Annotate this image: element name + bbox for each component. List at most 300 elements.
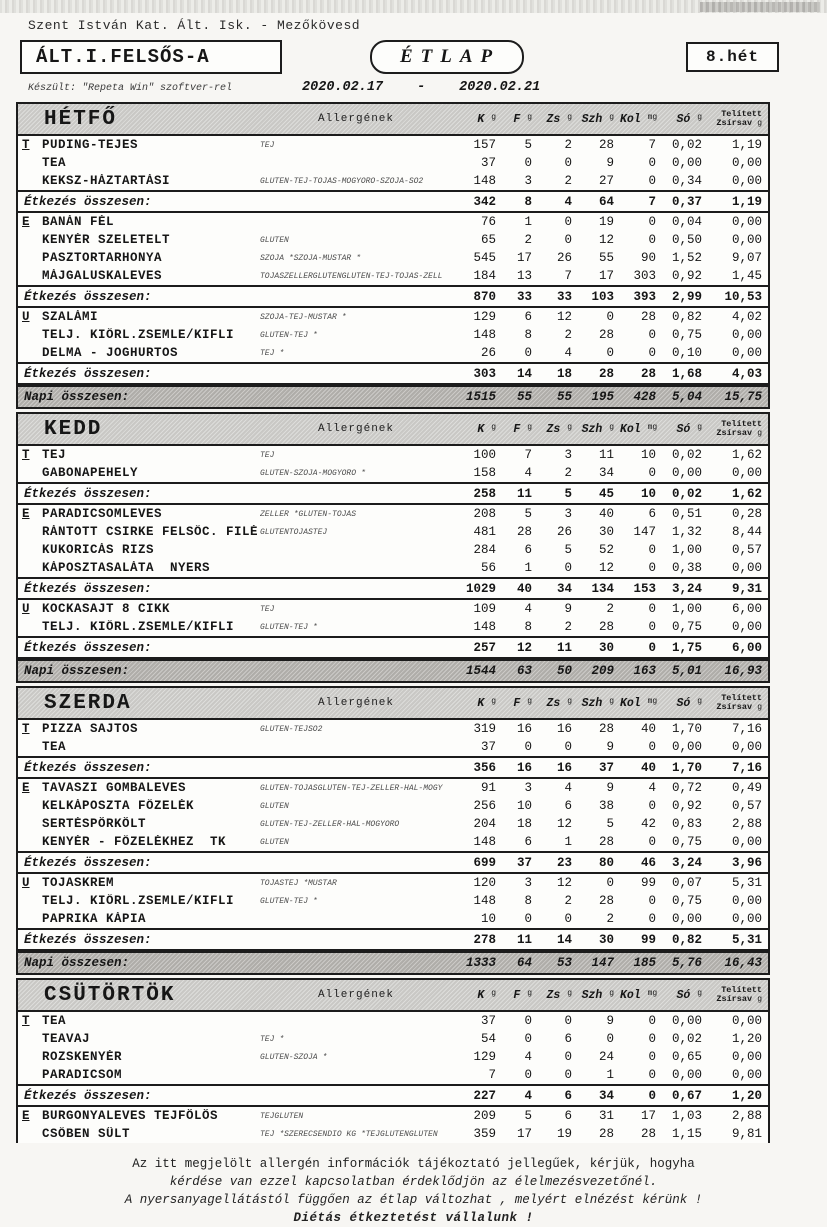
nutrient-value-telített: 10,53 bbox=[724, 289, 762, 304]
nutrient-value-só: 0,82 bbox=[671, 310, 702, 324]
nutrient-value-kol: 0 bbox=[648, 799, 656, 813]
nutrient-value-telített: 0,00 bbox=[731, 740, 762, 754]
nutrient-value-kol: 0 bbox=[648, 215, 656, 229]
nutrient-unit: g bbox=[609, 422, 614, 432]
nutrient-value-só: 0,00 bbox=[671, 466, 702, 480]
menu-item-name: TEA bbox=[42, 740, 67, 754]
nutrient-column-header: Só $^g$ bbox=[676, 422, 702, 436]
nutrient-value-zs: 5 bbox=[564, 543, 572, 557]
menu-item-allergens: GLUTÉNTOJÁSTEJ bbox=[260, 527, 328, 537]
nutrient-unit: g bbox=[697, 112, 702, 122]
day-header bbox=[16, 102, 770, 136]
menu-item-row bbox=[18, 523, 768, 541]
nutrient-value-zs: 12 bbox=[556, 876, 572, 890]
nutrient-value-kol: 99 bbox=[640, 876, 656, 890]
nutrient-value-f: 5 bbox=[524, 1109, 532, 1123]
footer-notes bbox=[0, 1155, 827, 1227]
nutrient-value-só: 0,07 bbox=[671, 876, 702, 890]
nutrient-value-szh: 30 bbox=[598, 932, 614, 947]
nutrient-value-k: 148 bbox=[473, 174, 496, 188]
nutrient-value-zs: 6 bbox=[564, 1032, 572, 1046]
meal-rows bbox=[16, 1012, 770, 1084]
nutrient-value-szh: 147 bbox=[591, 956, 614, 970]
nutrient-column-header: K $^g$ bbox=[477, 422, 496, 436]
nutrient-value-f: 8 bbox=[524, 894, 532, 908]
day-name: SZERDA bbox=[44, 691, 132, 715]
nutrient-value-f: 37 bbox=[516, 855, 532, 870]
nutrient-value-só: 0,92 bbox=[671, 799, 702, 813]
nutrient-value-telített: 0,57 bbox=[731, 799, 762, 813]
nutrient-value-kol: 4 bbox=[648, 781, 656, 795]
nutrient-unit: g bbox=[491, 696, 496, 706]
nutrient-value-k: 76 bbox=[480, 215, 496, 229]
meal-rows bbox=[16, 600, 770, 636]
nutrient-value-szh: 9 bbox=[606, 740, 614, 754]
menu-item-name: KÁPOSZTASALÁTA NYERS bbox=[42, 561, 211, 575]
nutrient-value-k: 227 bbox=[473, 1088, 496, 1103]
nutrient-value-telített: 0,00 bbox=[731, 233, 762, 247]
nutrient-value-telített: 0,00 bbox=[731, 156, 762, 170]
nutrient-value-só: 0,00 bbox=[671, 912, 702, 926]
nutrient-value-só: 0,02 bbox=[671, 486, 702, 501]
date-separator: - bbox=[417, 80, 426, 95]
day-total-row bbox=[16, 385, 770, 409]
nutrient-value-szh: 28 bbox=[598, 894, 614, 908]
nutrient-value-kol: 0 bbox=[648, 1068, 656, 1082]
nutrient-value-k: 278 bbox=[473, 932, 496, 947]
nutrient-value-zs: 2 bbox=[564, 328, 572, 342]
nutrient-value-szh: 27 bbox=[598, 174, 614, 188]
nutrient-column-header: Kol $^{mg}$ bbox=[620, 988, 658, 1002]
nutrient-column-header: Só $^g$ bbox=[676, 696, 702, 710]
nutrient-value-só: 0,65 bbox=[671, 1050, 702, 1064]
menu-item-row bbox=[18, 1107, 768, 1125]
day-header bbox=[16, 686, 770, 720]
nutrient-unit: mg bbox=[647, 696, 658, 706]
menu-item-row bbox=[18, 1048, 768, 1066]
nutrient-value-zs: 7 bbox=[564, 269, 572, 283]
nutrient-unit: g bbox=[609, 112, 614, 122]
nutrient-value-telített: 6,00 bbox=[731, 640, 762, 655]
nutrient-value-szh: 1 bbox=[606, 1068, 614, 1082]
allergens-column-header: Allergének bbox=[317, 113, 394, 125]
nutrient-column-header: Zs $^g$ bbox=[546, 112, 572, 126]
nutrient-value-kol: 0 bbox=[648, 466, 656, 480]
menu-item-row bbox=[18, 344, 768, 362]
nutrient-value-zs: 33 bbox=[556, 289, 572, 304]
menu-item-name: KOCKASAJT 8 CIKK bbox=[42, 602, 171, 616]
nutrient-value-k: 209 bbox=[473, 1109, 496, 1123]
nutrient-value-f: 4 bbox=[524, 466, 532, 480]
nutrient-value-zs: 0 bbox=[564, 1050, 572, 1064]
nutrient-column-header: Kol $^{mg}$ bbox=[620, 112, 658, 126]
nutrient-value-k: 184 bbox=[473, 269, 496, 283]
menu-item-row bbox=[18, 213, 768, 231]
nutrient-value-f: 6 bbox=[524, 310, 532, 324]
nutrient-column-header bbox=[708, 694, 768, 712]
nutrient-value-telített: 8,44 bbox=[731, 525, 762, 539]
nutrient-unit: g bbox=[697, 696, 702, 706]
nutrient-column-header bbox=[708, 420, 768, 438]
nutrient-value-telített: 1,62 bbox=[731, 486, 762, 501]
nutrient-value-só: 0,00 bbox=[671, 1068, 702, 1082]
nutrient-value-telített: 2,88 bbox=[731, 817, 762, 831]
nutrient-value-kol: 0 bbox=[648, 1050, 656, 1064]
nutrient-value-f: 2 bbox=[524, 233, 532, 247]
menu-item-name: TELJ. KIŐRL.ZSEMLE/KIFLI bbox=[42, 894, 235, 908]
nutrient-value-szh: 55 bbox=[598, 251, 614, 265]
nutrient-value-zs: 50 bbox=[556, 664, 572, 678]
nutrient-column-header: Kol $^{mg}$ bbox=[620, 696, 658, 710]
menu-item-row bbox=[18, 720, 768, 738]
nutrient-value-k: 65 bbox=[480, 233, 496, 247]
meal-total-label: Étkezés összesen: bbox=[24, 289, 152, 304]
menu-item-allergens: GLUTÉN bbox=[260, 801, 289, 811]
day-name: CSÜTÖRTÖK bbox=[44, 983, 176, 1007]
nutrient-unit: g bbox=[567, 422, 572, 432]
menu-item-row bbox=[18, 231, 768, 249]
nutrient-value-telített: 0,00 bbox=[731, 466, 762, 480]
nutrient-value-szh: 0 bbox=[606, 876, 614, 890]
nutrient-value-f: 1 bbox=[524, 215, 532, 229]
nutrient-unit: g bbox=[567, 112, 572, 122]
date-from: 2020.02.17 bbox=[302, 80, 384, 95]
nutrient-column-header: Szh $^g$ bbox=[581, 112, 614, 126]
nutrient-value-kol: 0 bbox=[648, 894, 656, 908]
header-boxes bbox=[20, 39, 807, 75]
nutrient-value-zs: 12 bbox=[556, 310, 572, 324]
nutrient-value-szh: 195 bbox=[591, 390, 614, 404]
nutrient-header-line1: Telített bbox=[721, 419, 762, 429]
menu-item-allergens: TOJÁSTEJ *MUSTÁR bbox=[260, 878, 337, 888]
nutrient-value-zs: 3 bbox=[564, 448, 572, 462]
nutrient-column-header: Szh $^g$ bbox=[581, 988, 614, 1002]
nutrient-value-telített: 0,28 bbox=[731, 507, 762, 521]
nutrient-value-kol: 7 bbox=[648, 138, 656, 152]
day-section-hétfő bbox=[16, 102, 770, 409]
nutrient-value-k: 37 bbox=[480, 156, 496, 170]
meal-marker: T bbox=[22, 722, 30, 736]
meal-total-label: Étkezés összesen: bbox=[24, 932, 152, 947]
nutrient-value-telített: 9,31 bbox=[731, 581, 762, 596]
nutrient-value-zs: 0 bbox=[564, 156, 572, 170]
meal-total-row bbox=[16, 577, 770, 600]
nutrient-value-zs: 4 bbox=[564, 346, 572, 360]
nutrient-value-k: 26 bbox=[480, 346, 496, 360]
nutrient-value-k: 1333 bbox=[465, 956, 496, 970]
menu-item-row bbox=[18, 874, 768, 892]
footer-note-line: A nyersanyagellátástól függően az étlap változhat , melyért elnézést kérünk ! bbox=[124, 1193, 703, 1207]
menu-item-name: KUKORICÁS RIZS bbox=[42, 543, 155, 557]
school-name: Szent István Kat. Ált. Isk. - Mezőkövesd bbox=[28, 18, 361, 33]
nutrient-value-telített: 1,62 bbox=[731, 448, 762, 462]
menu-item-row bbox=[18, 600, 768, 618]
nutrient-value-f: 10 bbox=[516, 799, 532, 813]
nutrient-value-f: 4 bbox=[524, 602, 532, 616]
nutrient-value-só: 0,00 bbox=[671, 1014, 702, 1028]
nutrient-value-só: 5,04 bbox=[671, 390, 702, 404]
menu-item-name: PUDING-TEJES bbox=[42, 138, 139, 152]
menu-item-name: TEJ bbox=[42, 448, 67, 462]
nutrient-value-kol: 28 bbox=[640, 310, 656, 324]
nutrient-value-só: 1,15 bbox=[671, 1127, 702, 1141]
meal-marker: U bbox=[22, 602, 30, 616]
nutrient-column-header: Szh $^g$ bbox=[581, 696, 614, 710]
nutrient-value-kol: 42 bbox=[640, 817, 656, 831]
nutrient-value-zs: 4 bbox=[564, 781, 572, 795]
nutrient-value-telített: 1,20 bbox=[731, 1032, 762, 1046]
nutrient-value-f: 33 bbox=[516, 289, 532, 304]
menu-item-row bbox=[18, 738, 768, 756]
nutrient-value-só: 5,76 bbox=[671, 956, 702, 970]
menu-item-row bbox=[18, 172, 768, 190]
nutrient-value-zs: 55 bbox=[556, 390, 572, 404]
nutrient-value-szh: 9 bbox=[606, 1014, 614, 1028]
meal-marker: U bbox=[22, 876, 30, 890]
menu-item-allergens: GLUTÉN-TEJ-ZELLER-HAL-MOGYORÓ bbox=[260, 819, 400, 829]
menu-item-name: KENYÉR - FŐZELÉKHEZ TK bbox=[42, 835, 227, 849]
nutrient-value-kol: 40 bbox=[640, 760, 656, 775]
nutrient-unit: g bbox=[697, 422, 702, 432]
nutrient-value-telített: 5,31 bbox=[731, 876, 762, 890]
nutrient-value-f: 0 bbox=[524, 156, 532, 170]
meal-marker: T bbox=[22, 1014, 30, 1028]
meal-marker: U bbox=[22, 310, 30, 324]
nutrient-value-f: 0 bbox=[524, 912, 532, 926]
day-section-csütörtök bbox=[16, 978, 770, 1143]
nutrient-unit: g bbox=[609, 988, 614, 998]
menu-item-allergens: GLUTÉN-SZÓJA * bbox=[260, 1052, 328, 1062]
nutrient-value-f: 63 bbox=[516, 664, 532, 678]
allergens-column-header: Allergének bbox=[317, 697, 394, 709]
nutrient-value-zs: 16 bbox=[556, 760, 572, 775]
nutrient-column-header bbox=[708, 986, 768, 1004]
nutrient-value-zs: 6 bbox=[564, 799, 572, 813]
nutrient-value-f: 8 bbox=[524, 194, 532, 209]
nutrient-unit: g bbox=[757, 429, 762, 438]
nutrient-value-k: 208 bbox=[473, 507, 496, 521]
software-credit: Készült: "Repeta Win" szoftver-rel bbox=[28, 83, 233, 94]
nutrient-value-telített: 1,20 bbox=[731, 1088, 762, 1103]
menu-item-row bbox=[18, 1030, 768, 1048]
nutrient-value-zs: 9 bbox=[564, 602, 572, 616]
nutrient-value-kol: 0 bbox=[648, 233, 656, 247]
menu-item-allergens: ZELLER *GLUTÉN-TOJÁS bbox=[260, 509, 357, 519]
nutrient-value-zs: 11 bbox=[556, 640, 572, 655]
menu-item-allergens: SZÓJA-TEJ-MUSTÁR * bbox=[260, 312, 347, 322]
nutrient-value-szh: 52 bbox=[598, 543, 614, 557]
menu-item-name: TAVASZI GOMBALEVES bbox=[42, 781, 187, 795]
nutrient-value-k: 56 bbox=[480, 561, 496, 575]
nutrient-value-k: 148 bbox=[473, 620, 496, 634]
nutrient-value-kol: 0 bbox=[648, 602, 656, 616]
menu-item-name: MÁJGALUSKALEVES bbox=[42, 269, 163, 283]
nutrient-column-header: Szh $^g$ bbox=[581, 422, 614, 436]
nutrient-value-f: 17 bbox=[516, 1127, 532, 1141]
nutrient-value-f: 18 bbox=[516, 817, 532, 831]
nutrient-value-k: 37 bbox=[480, 740, 496, 754]
meal-rows bbox=[16, 720, 770, 756]
nutrient-value-só: 1,70 bbox=[671, 722, 702, 736]
nutrient-column-header: Zs $^g$ bbox=[546, 696, 572, 710]
nutrient-value-só: 0,34 bbox=[671, 174, 702, 188]
meal-rows bbox=[16, 213, 770, 285]
nutrient-value-k: 120 bbox=[473, 876, 496, 890]
menu-item-name: TELJ. KIŐRL.ZSEMLE/KIFLI bbox=[42, 620, 235, 634]
menu-item-row bbox=[18, 910, 768, 928]
nutrient-value-f: 3 bbox=[524, 876, 532, 890]
nutrient-value-szh: 103 bbox=[591, 289, 614, 304]
nutrient-value-telített: 0,00 bbox=[731, 894, 762, 908]
nutrient-value-szh: 9 bbox=[606, 781, 614, 795]
meal-marker: T bbox=[22, 138, 30, 152]
nutrient-value-zs: 23 bbox=[556, 855, 572, 870]
menu-item-name: PASZTORTARHONYA bbox=[42, 251, 163, 265]
document-header bbox=[0, 0, 827, 96]
nutrient-value-zs: 2 bbox=[564, 466, 572, 480]
nutrient-value-k: 100 bbox=[473, 448, 496, 462]
meal-total-label: Étkezés összesen: bbox=[24, 486, 152, 501]
nutrient-value-kol: 28 bbox=[640, 1127, 656, 1141]
nutrient-value-kol: 0 bbox=[648, 835, 656, 849]
nutrient-value-k: 257 bbox=[473, 640, 496, 655]
menu-item-name: GABONAPEHELY bbox=[42, 466, 139, 480]
menu-item-allergens: GLUTÉN bbox=[260, 837, 289, 847]
meal-marker: E bbox=[22, 507, 30, 521]
meal-total-label: Étkezés összesen: bbox=[24, 760, 152, 775]
nutrient-value-só: 0,04 bbox=[671, 215, 702, 229]
meal-rows bbox=[16, 505, 770, 577]
nutrient-value-k: 10 bbox=[480, 912, 496, 926]
nutrient-value-telített: 1,19 bbox=[731, 138, 762, 152]
allergens-column-header: Allergének bbox=[317, 423, 394, 435]
nutrient-value-telített: 5,31 bbox=[731, 932, 762, 947]
nutrient-value-só: 0,02 bbox=[671, 138, 702, 152]
nutrient-value-kol: 147 bbox=[633, 525, 656, 539]
nutrient-value-telített: 9,81 bbox=[731, 1127, 762, 1141]
nutrient-value-k: 319 bbox=[473, 722, 496, 736]
nutrient-value-k: 258 bbox=[473, 486, 496, 501]
meal-rows bbox=[16, 446, 770, 482]
menu-item-allergens: TEJ bbox=[260, 140, 275, 150]
nutrient-value-zs: 12 bbox=[556, 817, 572, 831]
nutrient-value-k: 699 bbox=[473, 855, 496, 870]
nutrient-value-szh: 19 bbox=[598, 215, 614, 229]
nutrient-value-só: 1,52 bbox=[671, 251, 702, 265]
nutrient-column-header: K $^g$ bbox=[477, 988, 496, 1002]
nutrient-value-szh: 0 bbox=[606, 310, 614, 324]
nutrient-value-telített: 1,45 bbox=[731, 269, 762, 283]
menu-item-name: SERTÉSPÖRKÖLT bbox=[42, 817, 147, 831]
menu-item-allergens: SZÓJA *SZÓJA-MUSTÁR * bbox=[260, 253, 361, 263]
nutrient-value-só: 1,03 bbox=[671, 1109, 702, 1123]
nutrient-value-telített: 0,00 bbox=[731, 835, 762, 849]
nutrient-value-telített: 2,88 bbox=[731, 1109, 762, 1123]
meal-total-row bbox=[16, 756, 770, 779]
nutrient-value-só: 1,70 bbox=[671, 760, 702, 775]
nutrient-value-só: 0,75 bbox=[671, 620, 702, 634]
menu-item-name: ROZSKENYÉR bbox=[42, 1050, 123, 1064]
menu-item-name: PAPRIKA KÁPIA bbox=[42, 912, 147, 926]
nutrient-value-szh: 40 bbox=[598, 507, 614, 521]
nutrient-value-szh: 45 bbox=[598, 486, 614, 501]
nutrient-value-szh: 28 bbox=[598, 620, 614, 634]
nutrient-value-f: 5 bbox=[524, 138, 532, 152]
nutrient-value-szh: 30 bbox=[598, 640, 614, 655]
nutrient-value-f: 7 bbox=[524, 448, 532, 462]
nutrient-value-szh: 11 bbox=[598, 448, 614, 462]
date-range bbox=[302, 80, 540, 95]
nutrient-value-só: 0,75 bbox=[671, 835, 702, 849]
day-name: HÉTFŐ bbox=[44, 107, 118, 131]
menu-item-allergens: GLUTÉN-TOJÁSGLUTÉN-TEJ-ZELLER-HAL-MOGY bbox=[260, 783, 443, 793]
nutrient-value-szh: 37 bbox=[598, 760, 614, 775]
nutrient-value-só: 0,10 bbox=[671, 346, 702, 360]
meal-rows bbox=[16, 136, 770, 190]
nutrient-value-telített: 0,00 bbox=[731, 215, 762, 229]
menu-item-name: BURGONYALEVES TEJFÖLÖS bbox=[42, 1109, 219, 1123]
menu-item-row bbox=[18, 464, 768, 482]
nutrient-unit: g bbox=[567, 696, 572, 706]
nutrient-value-f: 0 bbox=[524, 1032, 532, 1046]
nutrient-value-szh: 28 bbox=[598, 835, 614, 849]
nutrient-value-k: 109 bbox=[473, 602, 496, 616]
nutrient-value-kol: 185 bbox=[633, 956, 656, 970]
menu-item-row bbox=[18, 154, 768, 172]
menu-item-row bbox=[18, 779, 768, 797]
nutrient-value-kol: 0 bbox=[648, 156, 656, 170]
nutrient-value-f: 16 bbox=[516, 760, 532, 775]
nutrient-header-line2: Zsírsav g bbox=[716, 994, 762, 1004]
nutrient-value-kol: 0 bbox=[648, 1088, 656, 1103]
nutrient-value-kol: 28 bbox=[640, 366, 656, 381]
menu-item-name: SZALÁMI bbox=[42, 310, 99, 324]
menu-item-name: TELJ. KIŐRL.ZSEMLE/KIFLI bbox=[42, 328, 235, 342]
nutrient-value-telített: 16,43 bbox=[724, 956, 762, 970]
nutrient-value-f: 64 bbox=[516, 956, 532, 970]
nutrient-value-telített: 7,16 bbox=[731, 722, 762, 736]
nutrient-value-szh: 12 bbox=[598, 561, 614, 575]
nutrient-value-k: 37 bbox=[480, 1014, 496, 1028]
nutrient-value-k: 91 bbox=[480, 781, 496, 795]
meal-total-row bbox=[16, 482, 770, 505]
nutrient-value-só: 0,51 bbox=[671, 507, 702, 521]
nutrient-value-k: 1029 bbox=[465, 581, 496, 596]
nutrient-value-kol: 10 bbox=[640, 448, 656, 462]
nutrient-value-k: 545 bbox=[473, 251, 496, 265]
menu-item-name: TEAVAJ bbox=[42, 1032, 91, 1046]
nutrient-value-telített: 0,00 bbox=[731, 346, 762, 360]
menu-item-name: TEA bbox=[42, 156, 67, 170]
menu-item-row bbox=[18, 833, 768, 851]
meal-rows bbox=[16, 874, 770, 928]
menu-item-name: CSŐBEN SÜLT bbox=[42, 1127, 131, 1141]
nutrient-value-só: 5,01 bbox=[671, 664, 702, 678]
nutrient-column-header: K $^g$ bbox=[477, 112, 496, 126]
nutrient-column-header: F $^g$ bbox=[513, 988, 532, 1002]
menu-item-row bbox=[18, 1066, 768, 1084]
nutrient-value-telített: 3,96 bbox=[731, 855, 762, 870]
nutrient-value-k: 342 bbox=[473, 194, 496, 209]
nutrient-value-telített: 1,19 bbox=[731, 194, 762, 209]
nutrient-value-szh: 28 bbox=[598, 1127, 614, 1141]
nutrient-header-line2: Zsírsav g bbox=[716, 118, 762, 128]
menu-item-allergens: TOJÁSZELLERGLUTÉNGLUTÉN-TEJ-TOJÁS-ZELL bbox=[260, 271, 443, 281]
menu-item-allergens: TEJ bbox=[260, 450, 275, 460]
nutrient-header-line2: Zsírsav g bbox=[716, 702, 762, 712]
nutrient-value-telített: 0,00 bbox=[731, 1014, 762, 1028]
nutrient-value-k: 359 bbox=[473, 1127, 496, 1141]
